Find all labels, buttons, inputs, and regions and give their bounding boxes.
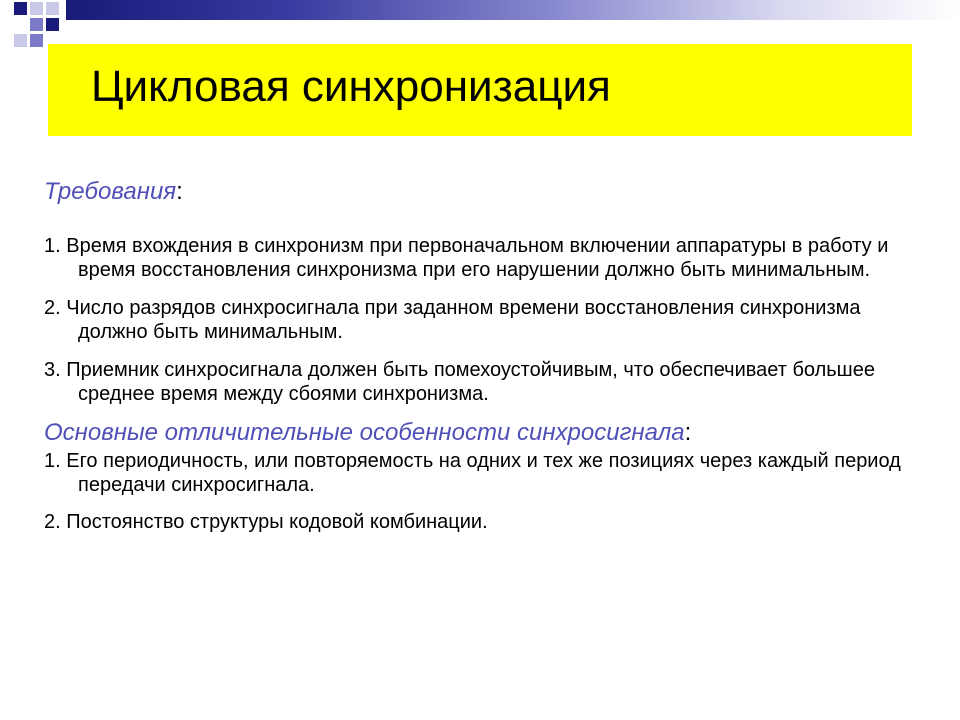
- header-gradient-band: [66, 0, 960, 20]
- requirements-heading-colon: :: [176, 178, 183, 205]
- features-list: [44, 449, 924, 534]
- decor-square: [14, 2, 27, 15]
- features-item-1: 1. Его периодичность, или повторяемость на одних и тех же позициях через каждый период передачи синхросигнала.: [44, 450, 901, 496]
- features-heading-text: Основные отличительные особенности синхросигнала: [44, 419, 685, 446]
- requirements-heading-text: Требования: [44, 178, 177, 205]
- decor-square: [46, 18, 59, 31]
- decor-square: [30, 34, 43, 47]
- requirements-heading: [44, 176, 924, 208]
- decor-square: [30, 2, 43, 15]
- slide-body: [44, 176, 924, 547]
- decor-square: [30, 18, 43, 31]
- requirements-list: [44, 234, 924, 406]
- requirements-item-2: 2. Число разрядов синхросигнала при заданном времени восстановления синхронизма должно быть минимальным.: [44, 297, 861, 343]
- features-item-2: 2. Постоянство структуры кодовой комбинации.: [44, 511, 488, 533]
- slide-title: Цикловая синхронизация: [91, 62, 611, 111]
- features-heading: [44, 417, 924, 449]
- features-heading-colon: :: [684, 419, 692, 446]
- decor-square: [14, 34, 27, 47]
- requirements-item-3: 3. Приемник синхросигнала должен быть помехоустойчивым, что обеспечивает большее среднее время между сбоями синхронизма.: [44, 359, 875, 405]
- decor-square: [46, 2, 59, 15]
- title-banner: [48, 44, 912, 136]
- requirements-item-1: 1. Время вхождения в синхронизм при первоначальном включении аппаратуры в работу и время восстановления синхронизма при его нарушении должно быть минимальным.: [44, 235, 889, 281]
